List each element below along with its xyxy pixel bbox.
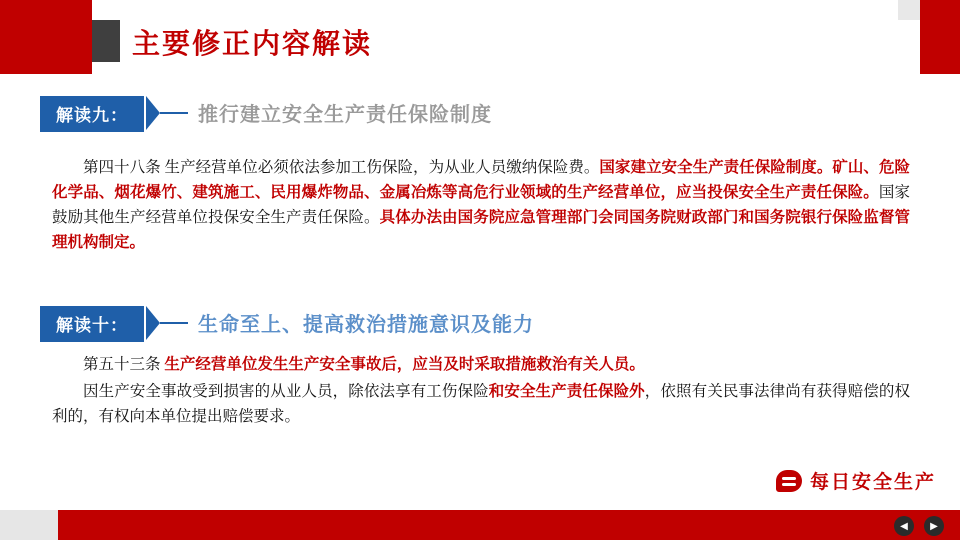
section-ten-header: [40, 306, 920, 340]
slide-header: [0, 0, 960, 74]
run-text: 第五十三条: [83, 356, 161, 373]
header-dark-accent: [92, 20, 120, 62]
section-ten-body: [52, 352, 910, 429]
wechat-icon: [776, 470, 802, 492]
section-ten-subtitle: 生命至上、提高救治措施意识及能力: [198, 312, 534, 336]
slide-navigation[interactable]: [894, 516, 944, 536]
run-text: 国家鼓励其他生产经营单位投保安全生产责任保险。: [52, 184, 910, 226]
run-text: 国家建立安全生产责任保险制度。矿山、危险化学品、烟花爆竹、建筑施工、民用爆炸物品、金属冶炼等高危行业领域的生产经营单位，应当投保安全生产责任保险。: [52, 159, 910, 201]
header-red-block-left: [0, 0, 92, 74]
run-text: 因生产安全事故受到损害的从业人员，除依法享有工伤保险: [83, 383, 489, 400]
paragraph: [52, 379, 910, 429]
run-text: ，依照有关民事法律尚有获得赔偿的权利的，有权向本单位提出赔偿要求。: [52, 383, 910, 425]
run-text: 第四十八条 生产经营单位必须依法参加工伤保险，为从业人员缴纳保险费。: [83, 159, 600, 176]
header-grey-accent: [898, 0, 920, 20]
paragraph: [52, 155, 910, 255]
header-red-block-right: [920, 0, 960, 74]
section-ten: [40, 306, 920, 340]
section-nine-body: [52, 155, 910, 255]
next-slide-button[interactable]: ▶: [924, 516, 944, 536]
run-text: 生产经营单位发生生产安全事故后，应当及时采取措施救治有关人员。: [160, 356, 645, 373]
prev-slide-button[interactable]: ◀: [894, 516, 914, 536]
run-text: 具体办法由国务院应急管理部门会同国务院财政部门和国务院银行保险监督管理机构制定。: [52, 209, 910, 251]
run-text: 和安全生产责任保险外: [488, 383, 645, 400]
slide-footer: [0, 510, 960, 540]
section-nine-header: [40, 96, 920, 130]
page-title: 主要修正内容解读: [132, 27, 373, 60]
section-nine-chip-line: [160, 112, 188, 114]
section-nine-chip: 解读九：: [40, 96, 144, 132]
footer-grey-block: [0, 510, 58, 540]
section-nine-subtitle: 推行建立安全生产责任保险制度: [198, 102, 492, 126]
paragraph: [52, 352, 910, 377]
watermark-label: 每日安全生产: [809, 471, 936, 493]
watermark: [776, 467, 936, 494]
section-ten-chip-line: [160, 322, 188, 324]
section-nine-chip-arrow: [146, 96, 160, 130]
section-ten-chip-arrow: [146, 306, 160, 340]
section-ten-chip: 解读十：: [40, 306, 144, 342]
section-nine: [40, 96, 920, 130]
